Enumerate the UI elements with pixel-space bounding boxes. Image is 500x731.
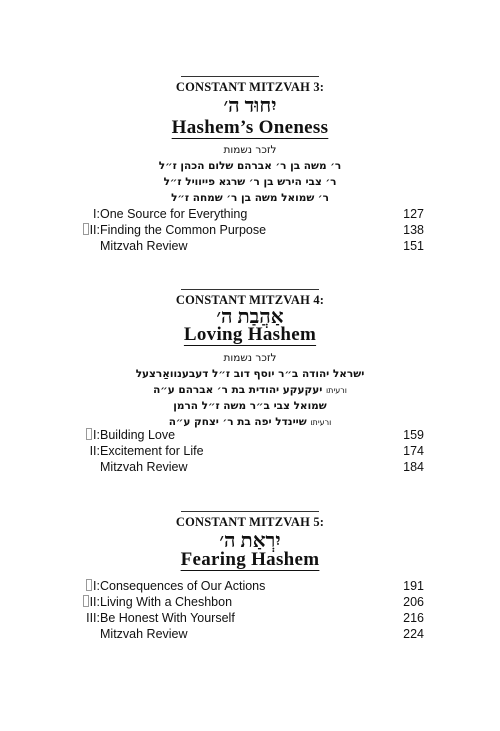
entry-page: 138 <box>403 223 424 237</box>
section-title: Hashem’s Oneness <box>171 117 329 138</box>
memorial-header: לזכר נשמות <box>223 144 277 156</box>
toc-entry[interactable] <box>0 579 500 595</box>
section-hebrew-title: אַהֲבַת ה׳ <box>216 306 284 328</box>
missing-glyph-box <box>86 579 92 591</box>
entry-page: 191 <box>403 579 424 593</box>
entry-title: Building Love <box>100 428 176 442</box>
toc-entry[interactable] <box>0 627 500 643</box>
memorial-line: ישראל יהודה ב״ר יוסף דוב ז״ל דעבענוואַרצעל <box>135 368 365 380</box>
entry-page: 159 <box>403 428 424 442</box>
entry-page: 174 <box>403 444 424 458</box>
memorial-line: ורעיתו יעקעקע יהודית בת ר׳ אברהם ע״ה <box>153 384 347 396</box>
entry-page: 216 <box>403 611 424 625</box>
entry-number: II: <box>89 444 100 458</box>
entry-page: 151 <box>403 239 424 253</box>
section-title: Fearing Hashem <box>180 549 320 570</box>
section-label: CONSTANT MITZVAH 5: <box>175 515 325 529</box>
section-top-rule <box>181 511 319 512</box>
toc-entry[interactable] <box>0 611 500 627</box>
entry-title: Consequences of Our Actions <box>100 579 266 593</box>
memorial-line: ר׳ שמואל משה בן ר׳ שמחה ז״ל <box>171 192 329 204</box>
toc-entry[interactable] <box>0 239 500 255</box>
toc-entry[interactable] <box>0 223 500 239</box>
toc-entry[interactable] <box>0 428 500 444</box>
section-top-rule <box>181 76 319 77</box>
entry-number: I: <box>70 579 100 593</box>
entry-page: 206 <box>403 595 424 609</box>
entry-number: II: <box>70 223 100 237</box>
memorial-line: ר׳ צבי הירש בן ר׳ שרגא פייוויל ז״ל <box>163 176 337 188</box>
toc-entry[interactable] <box>0 444 500 460</box>
toc-entry[interactable] <box>0 460 500 476</box>
entry-title: Be Honest With Yourself <box>100 611 235 625</box>
entry-number: I: <box>93 207 100 221</box>
memorial-line: ורעיתו שיינדל יפה בת ר׳ יצחק ע״ה <box>168 416 332 428</box>
section-hebrew-title: יִחוּד ה׳ <box>223 95 277 117</box>
entry-page: 127 <box>403 207 424 221</box>
memorial-line: שמואל צבי ב״ר משה ז״ל הרמן <box>173 400 327 412</box>
entry-number: III: <box>86 611 100 625</box>
toc-entry[interactable] <box>0 595 500 611</box>
entry-page: 184 <box>403 460 424 474</box>
entry-title: Finding the Common Purpose <box>100 223 267 237</box>
memorial-line: ר׳ משה בן ר׳ אברהם שלום הכהן ז״ל <box>158 160 342 172</box>
entry-page: 224 <box>403 627 424 641</box>
toc-entry[interactable] <box>0 207 500 223</box>
memorial-header: לזכר נשמות <box>223 352 277 364</box>
section-title: Loving Hashem <box>183 324 317 345</box>
entry-title: One Source for Everything <box>100 207 248 221</box>
entry-title: Mitzvah Review <box>100 239 188 253</box>
section-top-rule <box>181 289 319 290</box>
entry-number: II: <box>70 595 100 609</box>
section-label: CONSTANT MITZVAH 3: <box>175 80 325 94</box>
missing-glyph-box <box>83 595 89 607</box>
entry-title: Living With a Cheshbon <box>100 595 233 609</box>
section-hebrew-title: יִרְאַת ה׳ <box>219 530 281 552</box>
entry-number: I: <box>70 428 100 442</box>
entry-title: Excitement for Life <box>100 444 204 458</box>
entry-title: Mitzvah Review <box>100 460 188 474</box>
missing-glyph-box <box>83 223 89 235</box>
entry-title: Mitzvah Review <box>100 627 188 641</box>
missing-glyph-box <box>86 428 92 440</box>
section-label: CONSTANT MITZVAH 4: <box>175 293 325 307</box>
